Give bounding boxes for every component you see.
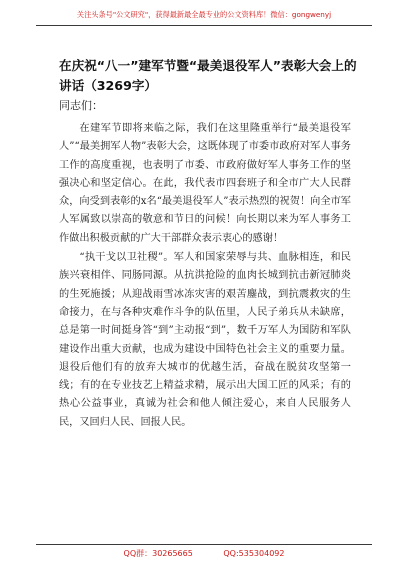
paragraph: 在建军节即将来临之际，我们在这里隆重举行“最美退役军人”“最美拥军人物”表彰大会，这既体现了市委市政府对军人事务工作的高度重视，也表明了市委、市政府做好军人事务工作的坚强决心和坚定信心。在此，我代表市四套班子和全市广大人民群众，向受到表彰的x名“最美退役军人”表示热烈的祝贺！向全市军人军属致以崇高的敬意和节日的问候！向长期以来为军人事务工作做出积极贡献的广大干部群众表示衷心的感谢！ <box>59 123 351 244</box>
footer-divider <box>36 544 372 545</box>
footer-qq-group: QQ群：30265665 <box>123 549 193 558</box>
document-title: 在庆祝“八一”建军节暨“最美退役军人”表彰大会上的讲话（3269字） <box>59 58 357 93</box>
document-body <box>59 120 351 433</box>
footer-qq: QQ:535304092 <box>223 549 285 558</box>
header-divider <box>36 25 372 26</box>
paragraph: “执干戈以卫社稷”。军人和国家荣辱与共、血脉相连，和民族兴衰相伴、同肠同源。从抗洪抢险的血肉长城到抗击新冠肺炎的生死施援；从迎战雨雪冰冻灾害的艰苦鏖战，到抗震救灾的生命接力，在与各种灾难作斗争的队伍里，人民子弟兵从未缺席，总是第一时间挺身答“到”主动报“到”，数千万军人为国防和军队建设作出重大贡献，也成为建设中国特色社会主义的重要力量。退役后他们有的放弃大城市的优越生活，奋战在脱贫攻坚第一线；有的在专业技艺上精益求精，展示出大国工匠的风采；有的热心公益事业，真诚为社会和他人倾注爱心，来自人民服务人民，又回归人民、回报人民。 <box>59 252 351 428</box>
header-note: 关注头条号"公文研究"，获得最新最全最专业的公文资料库！微信：gongwenyj <box>76 10 332 19</box>
salutation: 同志们： <box>59 99 103 112</box>
footer <box>0 548 408 559</box>
